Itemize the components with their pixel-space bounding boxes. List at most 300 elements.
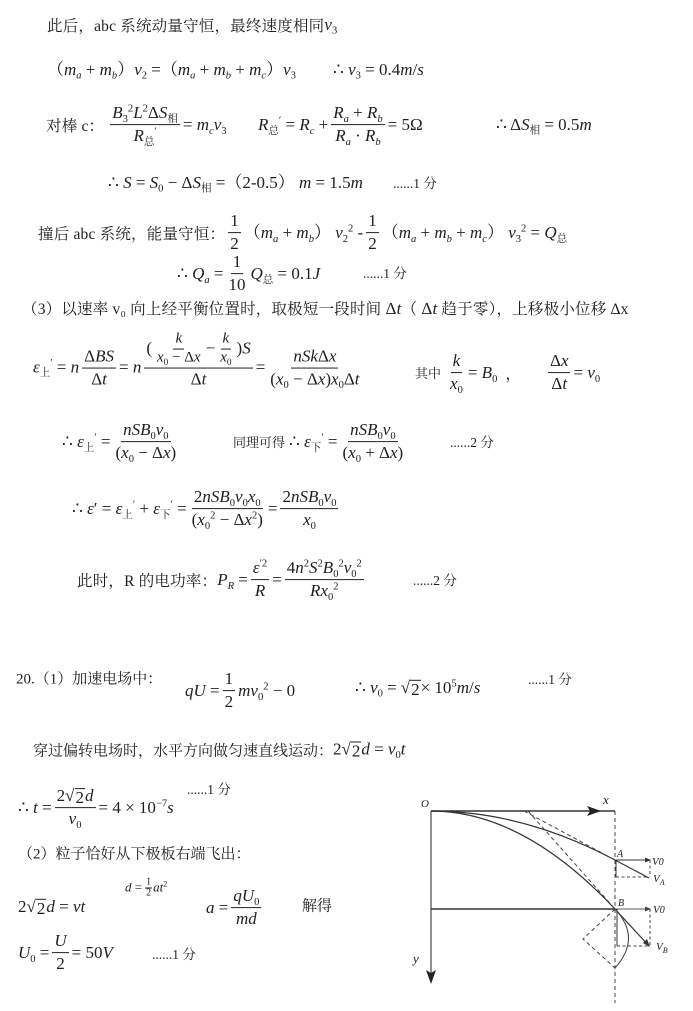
subscript: 3 <box>355 70 361 82</box>
math-variable: R <box>333 103 344 123</box>
fraction-denominator <box>308 581 340 602</box>
emf-down-fraction <box>340 420 405 464</box>
power-equation <box>77 558 367 602</box>
vertical-displacement-equation <box>125 878 167 899</box>
label-base: V <box>656 941 663 953</box>
math-variable: d <box>361 739 370 759</box>
subscript <box>112 70 117 81</box>
time-lhs: ∴ t = <box>18 797 52 817</box>
math-variable: B <box>367 420 378 440</box>
subscript: 0 <box>377 688 383 700</box>
subscript <box>310 125 315 136</box>
superscript: ′ <box>154 126 157 138</box>
fraction-denominator <box>218 349 233 366</box>
v0-label-b <box>653 904 665 916</box>
math-variable: B <box>112 103 123 123</box>
score-text: ......1 分 <box>393 176 437 191</box>
fraction-denominator: $(x_0 - \Delta x)x_0\Delta t$ <box>270 369 360 392</box>
math-variable: R <box>299 114 310 134</box>
fraction-numerator: 1 <box>146 876 152 888</box>
subscript: 0 <box>351 568 357 580</box>
math-variable: a <box>76 70 82 82</box>
fraction-numerator: $4n^2S^2B_0^2v_0^2$ <box>286 558 362 580</box>
heat-rhs: $Q_总 = 0.1J$ <box>250 263 321 286</box>
subscript <box>482 233 487 244</box>
math-variable: d <box>248 909 257 929</box>
fraction-denominator: $(x_0^2 - \Delta x^2)$ <box>191 510 263 533</box>
angle-construction-dashed <box>583 909 615 968</box>
square-root <box>65 786 85 806</box>
math-variable: ε <box>115 498 123 518</box>
subscript: 总 <box>268 125 279 137</box>
subscript: 相 <box>200 183 212 195</box>
fraction-denominator <box>448 374 465 395</box>
math-variable: v <box>72 896 81 916</box>
fraction-denominator <box>234 909 259 930</box>
math-variable: S <box>158 103 168 123</box>
math-variable: t <box>201 369 207 389</box>
fraction-numerator <box>144 332 252 369</box>
subscript: 3 <box>122 113 128 125</box>
math-variable: s <box>167 797 174 817</box>
fraction-numerator: $2nSB_0v_0$ <box>282 487 337 509</box>
energy-rhs: $mv_0^2 - 0$ <box>238 680 296 703</box>
superscript: 2 <box>521 223 527 235</box>
v0-label-a <box>652 856 664 868</box>
square-root <box>401 678 421 698</box>
math-variable: v <box>324 14 332 34</box>
fraction-numerator <box>231 886 261 908</box>
radicand: 2 <box>75 787 84 807</box>
fraction-denominator: 2 <box>56 954 65 974</box>
horizontal-motion-text: 穿过偏转电场时，水平方向做匀速直线运动： <box>33 743 334 760</box>
velocity-result-text: ∴ $v_3 = 0.4m/s$ <box>333 59 424 82</box>
subscript <box>375 137 380 148</box>
math-variable: n <box>293 346 302 366</box>
power-fraction-2 <box>285 558 364 602</box>
fraction-numerator: 1 <box>228 211 241 233</box>
math-variable: x <box>275 369 284 389</box>
score-text: ......2 分 <box>413 573 457 588</box>
radicand: 2 <box>351 741 361 761</box>
math-variable: Q <box>250 263 263 283</box>
fraction-numerator <box>121 420 170 442</box>
math-variable: ε <box>252 558 260 578</box>
subscript: 总 <box>262 274 274 286</box>
time-interval-symbol: Δt <box>421 298 438 318</box>
radical-sign: √ <box>341 739 351 759</box>
label-subscript: 0 <box>659 905 665 916</box>
math-variable: ε <box>33 357 40 377</box>
fraction-denominator: Δt <box>91 369 107 389</box>
fraction-numerator <box>451 351 463 373</box>
emf-down-result <box>233 420 408 464</box>
similarly-label: 同理可得 <box>233 435 286 451</box>
particle-trajectory-diagram <box>400 780 693 1011</box>
math-variable: R <box>258 114 269 134</box>
subscript: 相 <box>529 125 541 137</box>
subscript: 0 <box>229 497 236 509</box>
math-variable: n <box>123 420 132 440</box>
coefficient: 2 <box>56 786 66 806</box>
horizontal-displacement-equation <box>18 897 85 917</box>
subscript: 0 <box>333 568 339 580</box>
subscript <box>190 70 195 81</box>
velocity-definition <box>545 351 600 395</box>
y-axis-label: y <box>413 951 419 966</box>
subscript: 上 <box>83 442 95 454</box>
math-variable: x <box>247 487 256 507</box>
label-base: V <box>653 904 660 916</box>
subscript: 0 <box>30 953 36 965</box>
math-variable: ε <box>77 431 84 451</box>
fraction-numerator: nSkΔx <box>291 346 338 368</box>
math-variable: m <box>434 222 447 242</box>
score-mark <box>393 172 437 192</box>
fraction-denominator: Δt <box>190 369 207 389</box>
fraction-numerator: $B_3^2L^2\Delta S_相$ <box>112 103 178 125</box>
fraction-denominator <box>301 510 318 531</box>
half-fraction <box>145 878 152 899</box>
math-variable: B <box>219 487 230 507</box>
vertical-lhs: d = <box>125 879 143 895</box>
math-variable: b <box>308 233 314 245</box>
math-variable: x <box>348 443 356 463</box>
impulse-rhs: = $m_cv_3$ <box>182 114 227 137</box>
voltage-lhs: $U_0$ = <box>18 942 50 965</box>
math-variable: x <box>121 443 129 463</box>
radicand: 2 <box>411 679 420 699</box>
score-text: ......1 分 <box>187 782 231 797</box>
math-variable: v <box>348 59 356 79</box>
subscript: 下 <box>159 509 171 521</box>
math-variable: x <box>450 374 458 394</box>
math-variable: ε <box>153 498 160 518</box>
energy-lhs: qU = <box>185 680 220 700</box>
tangent-line-b <box>528 811 615 909</box>
intro-text: 趋于零），上移极小位移 Δx <box>437 300 629 318</box>
fraction-denominator: $x_0 - \Delta x$ <box>156 349 201 368</box>
open-paren: ( <box>146 338 152 358</box>
math-variable: m <box>350 172 363 192</box>
fraction-denominator: $(x_0 + \Delta x)$ <box>342 443 404 466</box>
math-variable: L <box>133 103 143 123</box>
intro-text: （3）以速率 <box>22 300 113 318</box>
math-variable: U <box>18 942 31 962</box>
radical-sign: √ <box>400 677 411 697</box>
subscript: 0 <box>283 380 289 392</box>
comma: ， <box>505 366 522 383</box>
math-variable: a <box>153 879 160 895</box>
score-text: ......1 分 <box>363 266 407 281</box>
math-variable: B <box>95 346 106 366</box>
math-variable: v <box>335 222 343 242</box>
score-mark <box>450 431 494 451</box>
math-variable: B <box>481 362 493 382</box>
final-velocity-symbol <box>324 15 337 35</box>
close-paren-area: )S <box>236 338 251 358</box>
subscript: 上 <box>39 368 51 380</box>
math-variable: V <box>102 942 113 962</box>
score-mark <box>528 668 572 688</box>
score-mark <box>413 569 457 589</box>
subscript <box>411 233 416 244</box>
math-variable: S <box>149 172 159 192</box>
relative-displacement-text: ∴ $\Delta S_相 = 0.5m$ <box>496 114 592 137</box>
vb-label <box>656 941 668 955</box>
math-variable: n <box>350 420 359 440</box>
q20-part2-label: （2）粒子恰好从下极板右端飞出： <box>18 846 251 863</box>
math-variable: d <box>125 879 132 895</box>
math-variable: S <box>521 114 530 134</box>
subscript <box>76 70 81 81</box>
math-variable: t <box>396 298 402 318</box>
math-variable: m <box>299 172 312 192</box>
math-variable: x <box>328 346 337 366</box>
superscript: ′ <box>321 432 324 444</box>
fraction-denominator <box>67 809 84 830</box>
subscript <box>447 233 452 244</box>
superscript: ′ <box>132 499 136 511</box>
math-variable: S <box>242 338 251 358</box>
math-variable: a <box>190 70 196 82</box>
superscript: −7 <box>155 798 168 810</box>
math-variable: d <box>46 896 55 916</box>
subscript <box>273 233 278 244</box>
subscript <box>377 114 382 125</box>
subscript: 2 <box>141 70 147 82</box>
fraction-numerator <box>251 558 269 580</box>
statement-text: 此后，abc 系统动量守恒，最终速度相同 <box>47 18 325 35</box>
math-variable: k <box>452 351 461 371</box>
math-variable: x <box>197 510 205 530</box>
math-variable: m <box>99 59 112 79</box>
speed-symbol: v₀ <box>112 300 127 318</box>
superscript: ′ <box>278 115 282 127</box>
subscript: 0 <box>310 521 316 533</box>
equals-sign: = <box>255 357 266 377</box>
subscript: 0 <box>457 385 463 397</box>
emf-up-result <box>62 420 181 464</box>
fraction-denominator: $R_a \cdot R_b$ <box>335 126 381 149</box>
subscript: 2 <box>342 233 349 245</box>
vertical-rhs <box>153 881 167 895</box>
subscript: 总 <box>143 137 155 149</box>
velocity-definition-rhs: = $v_0$ <box>573 362 601 385</box>
point-b-label: B <box>618 898 625 909</box>
acceleration-lhs: a = <box>206 897 229 917</box>
where-definition <box>415 351 521 395</box>
initial-velocity-result <box>355 678 480 698</box>
distance-equation-text: ∴ $S = S_0 - \Delta S_相 =(2-0.5) m = 1.5m$ <box>108 172 363 195</box>
distance-equation <box>108 173 363 193</box>
superscript: 5 <box>451 678 457 690</box>
math-variable: S <box>105 346 114 366</box>
math-variable: R <box>254 581 266 601</box>
field-fraction-1 <box>155 332 203 367</box>
math-variable: d <box>85 786 94 806</box>
subscript: 0 <box>338 380 344 392</box>
fraction-denominator: 2 <box>224 692 234 712</box>
label-subscript: A <box>659 878 665 887</box>
subscript: 3 <box>221 125 227 137</box>
coefficient: 2 <box>18 896 27 916</box>
subscript: 总 <box>556 233 568 245</box>
radical-sign: √ <box>26 896 36 916</box>
va-label <box>653 873 665 887</box>
subscript: 0 <box>226 357 232 368</box>
time-equation <box>18 786 174 830</box>
subscript: 0 <box>158 183 164 195</box>
emf-up-derivation <box>33 332 365 405</box>
velocity-fraction <box>548 351 570 395</box>
score-mark <box>363 262 407 282</box>
subscript: 下 <box>310 442 322 454</box>
where-label: 其中 <box>415 366 442 382</box>
math-variable: m <box>177 59 191 79</box>
kinetic-term-1: $(m_a + m_b)$ $v_2^2$ - <box>243 222 364 245</box>
label-base: V <box>653 873 660 885</box>
math-variable: a <box>206 897 215 917</box>
acceleration-equation <box>206 886 264 930</box>
math-variable: c <box>261 70 267 82</box>
math-variable: x <box>390 443 398 463</box>
math-variable: b <box>377 113 383 125</box>
math-variable: a <box>345 137 351 149</box>
subscript: 3 <box>331 25 338 37</box>
subscript <box>226 70 231 81</box>
heat-equation <box>177 252 320 296</box>
math-variable: v <box>250 680 258 700</box>
math-variable: U <box>241 886 255 906</box>
fraction-numerator: 1 <box>366 211 379 233</box>
math-variable: n <box>132 357 142 377</box>
heat-lhs: ∴ $Q_a$ = <box>177 263 224 286</box>
math-variable: S <box>358 420 368 440</box>
q20-part1-label: 20.（1）加速电场中： <box>16 671 163 688</box>
half-fraction <box>228 211 241 255</box>
superscript: 2 <box>251 510 258 522</box>
emf-up-lhs: ∴ $\varepsilon_上'$ = <box>62 431 111 454</box>
math-variable: m <box>456 677 469 697</box>
intro-text: （ <box>401 300 422 318</box>
fraction-denominator: 2 <box>146 887 152 899</box>
math-variable: v <box>283 59 291 79</box>
impulse-fraction <box>110 103 180 147</box>
origin-label: O <box>421 798 429 810</box>
half-fraction <box>223 669 236 713</box>
subscript: 0 <box>150 430 156 442</box>
math-variable: x <box>331 369 339 389</box>
subscript <box>204 274 209 285</box>
superscript: 2 <box>317 558 323 570</box>
math-variable: S <box>131 420 141 440</box>
math-variable: a <box>343 113 349 125</box>
math-variable: v <box>587 362 595 382</box>
time-interval-symbol: Δt <box>385 298 402 318</box>
math-variable: ε <box>87 498 94 518</box>
square-root <box>342 740 362 760</box>
math-variable: s <box>417 59 424 79</box>
fraction-numerator <box>221 332 232 350</box>
math-variable: t <box>432 298 438 318</box>
math-variable: S <box>309 558 318 578</box>
math-variable: t <box>80 896 86 916</box>
equals-sign: = <box>272 569 282 589</box>
math-variable: R <box>227 580 235 592</box>
math-variable: x <box>303 510 311 530</box>
subscript: 0 <box>594 373 601 385</box>
v0-rhs: × $10^5m/s$ <box>420 677 481 697</box>
field-fraction-2 <box>218 332 233 367</box>
subscript <box>228 580 234 591</box>
kinetic-term-2: $(m_a + m_b + m_c) v_3^2 = Q_总$ <box>381 222 568 245</box>
math-variable: v <box>323 487 332 507</box>
acceleration-fraction <box>231 886 261 930</box>
emf-down-lhs: ∴ $\varepsilon_下'$ = <box>289 431 338 454</box>
total-resistance-equation <box>258 103 423 147</box>
math-variable: S <box>210 487 220 507</box>
power-fraction-1 <box>251 558 269 602</box>
subscript <box>346 137 351 148</box>
math-variable: a <box>410 233 417 245</box>
math-variable: m <box>579 114 592 134</box>
voltage-fraction <box>52 931 68 975</box>
math-variable: J <box>312 263 321 283</box>
math-variable: Q <box>192 263 205 283</box>
math-variable: x <box>560 351 569 371</box>
math-variable: q <box>185 680 194 700</box>
math-variable: x <box>162 443 171 463</box>
math-variable: x <box>193 349 201 366</box>
subscript: 0 <box>254 896 260 908</box>
math-variable: x <box>156 349 164 366</box>
superscript: ′ <box>50 358 53 370</box>
score-mark <box>152 943 196 963</box>
fraction-numerator: 1 <box>231 252 244 274</box>
math-variable: c <box>209 125 214 137</box>
subscript: 0 <box>377 430 383 442</box>
fraction-numerator <box>52 931 68 953</box>
rod-c-label: 对棒 c： <box>46 118 105 135</box>
math-variable: m <box>238 680 251 700</box>
math-variable: n <box>290 487 300 507</box>
math-variable: S <box>192 172 201 192</box>
minus-sign: − <box>205 338 216 358</box>
math-variable: S <box>123 172 132 192</box>
field-definition-rhs: = $B_0$ <box>467 362 498 385</box>
math-variable: R <box>335 126 346 146</box>
math-variable: q <box>233 886 242 906</box>
subscript: 0 <box>76 820 82 832</box>
math-variable: m <box>296 222 309 242</box>
voltage-result <box>18 931 113 975</box>
math-variable: t <box>354 369 360 389</box>
math-variable: R <box>367 103 378 123</box>
label-subscript: 0 <box>658 857 664 868</box>
math-variable: v <box>235 487 243 507</box>
math-variable: m <box>398 222 411 242</box>
math-variable: B <box>140 420 151 440</box>
subscript: 0 <box>163 357 169 368</box>
total-emf-equation <box>72 487 341 531</box>
math-variable: c <box>482 233 487 245</box>
subscript: 0 <box>395 750 401 762</box>
math-variable: v <box>370 677 378 697</box>
math-variable: k <box>222 330 230 347</box>
fraction-numerator: $2nSB_0v_0x_0$ <box>193 487 261 509</box>
resistance-lhs: $R_总' = R_c$ + <box>258 114 329 137</box>
